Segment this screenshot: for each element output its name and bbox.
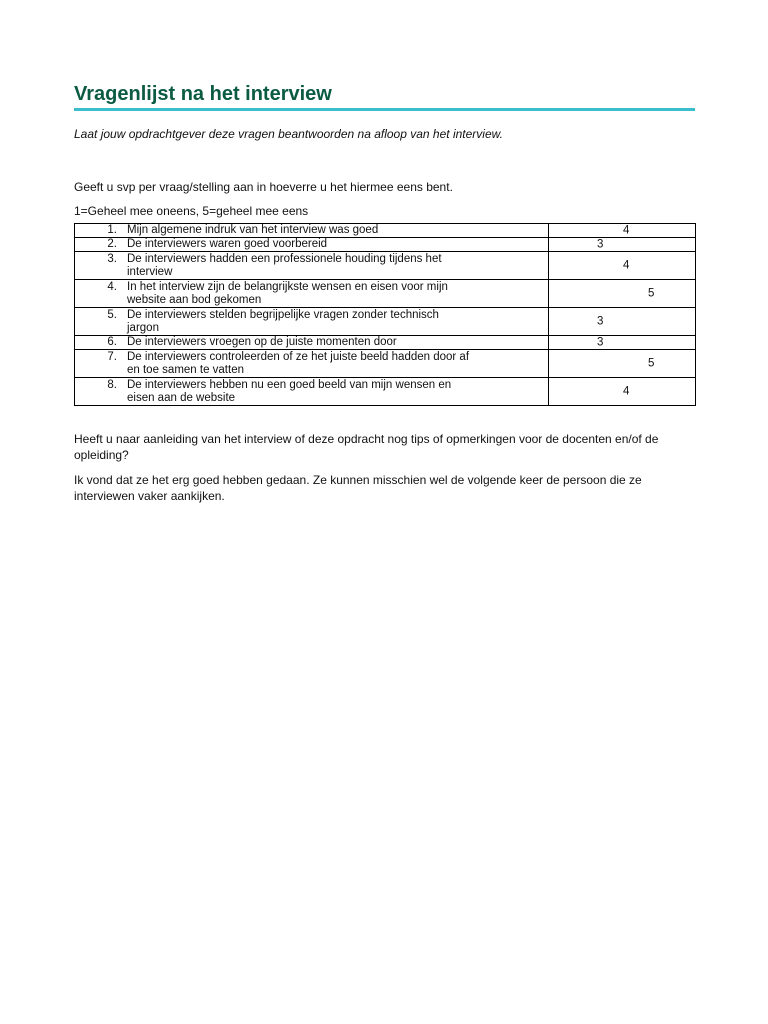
item-text: De interviewers stelden begrijpelijke vragen zonder technisch jargon — [127, 308, 439, 334]
table-row — [75, 378, 696, 406]
table-row — [75, 252, 696, 280]
table-row — [75, 350, 696, 378]
table-row — [75, 280, 696, 308]
item-score: 4 — [623, 385, 630, 397]
item-number: 7. — [107, 350, 117, 363]
item-text: De interviewers hebben nu een goed beeld van mijn wensen en eisen aan de website — [127, 378, 452, 404]
item-score: 4 — [623, 259, 630, 271]
item-score: 3 — [597, 238, 604, 250]
scale-legend: 1=Geheel mee oneens, 5=geheel mee eens — [74, 204, 309, 218]
intro-text: Laat jouw opdrachtgever deze vragen beantwoorden na afloop van het interview. — [74, 127, 503, 141]
feedback-question: Heeft u naar aanleiding van het interview of deze opdracht nog tips of opmerkingen voor de docenten en/of de opleiding? — [74, 432, 659, 462]
document-page — [74, 82, 695, 504]
instruction-text: Geeft u svp per vraag/stelling aan in hoeverre u het hiermee eens bent. — [74, 180, 453, 194]
item-number: 2. — [107, 238, 117, 250]
item-text: De interviewers vroegen op de juiste momenten door — [127, 336, 397, 348]
table-row — [75, 308, 696, 336]
item-text: De interviewers controleerden of ze het juiste beeld hadden door af en toe samen te vatten — [127, 350, 470, 376]
table-row — [75, 336, 696, 350]
item-number: 3. — [107, 252, 117, 265]
table-row — [75, 224, 696, 238]
item-score: 3 — [597, 315, 604, 327]
item-text: De interviewers hadden een professionele houding tijdens het interview — [127, 252, 442, 278]
item-score: 5 — [648, 357, 655, 369]
item-number: 4. — [107, 280, 117, 293]
feedback-answer: Ik vond dat ze het erg goed hebben gedaan. Ze kunnen misschien wel de volgende keer de persoon die ze interviewen vaker aankijken. — [74, 473, 642, 503]
item-number: 8. — [107, 378, 117, 391]
item-number: 1. — [107, 224, 117, 236]
table-row — [75, 238, 696, 252]
item-number: 6. — [107, 336, 117, 348]
item-score: 4 — [623, 224, 630, 236]
item-number: 5. — [107, 308, 117, 321]
item-text: De interviewers waren goed voorbereid — [127, 238, 328, 250]
rating-table — [74, 223, 696, 406]
item-score: 3 — [597, 336, 604, 348]
item-score: 5 — [648, 287, 655, 299]
page-title: Vragenlijst na het interview — [74, 82, 695, 111]
item-text: Mijn algemene indruk van het interview was goed — [127, 224, 379, 236]
item-text: In het interview zijn de belangrijkste wensen en eisen voor mijn website aan bod gekomen — [127, 280, 448, 306]
